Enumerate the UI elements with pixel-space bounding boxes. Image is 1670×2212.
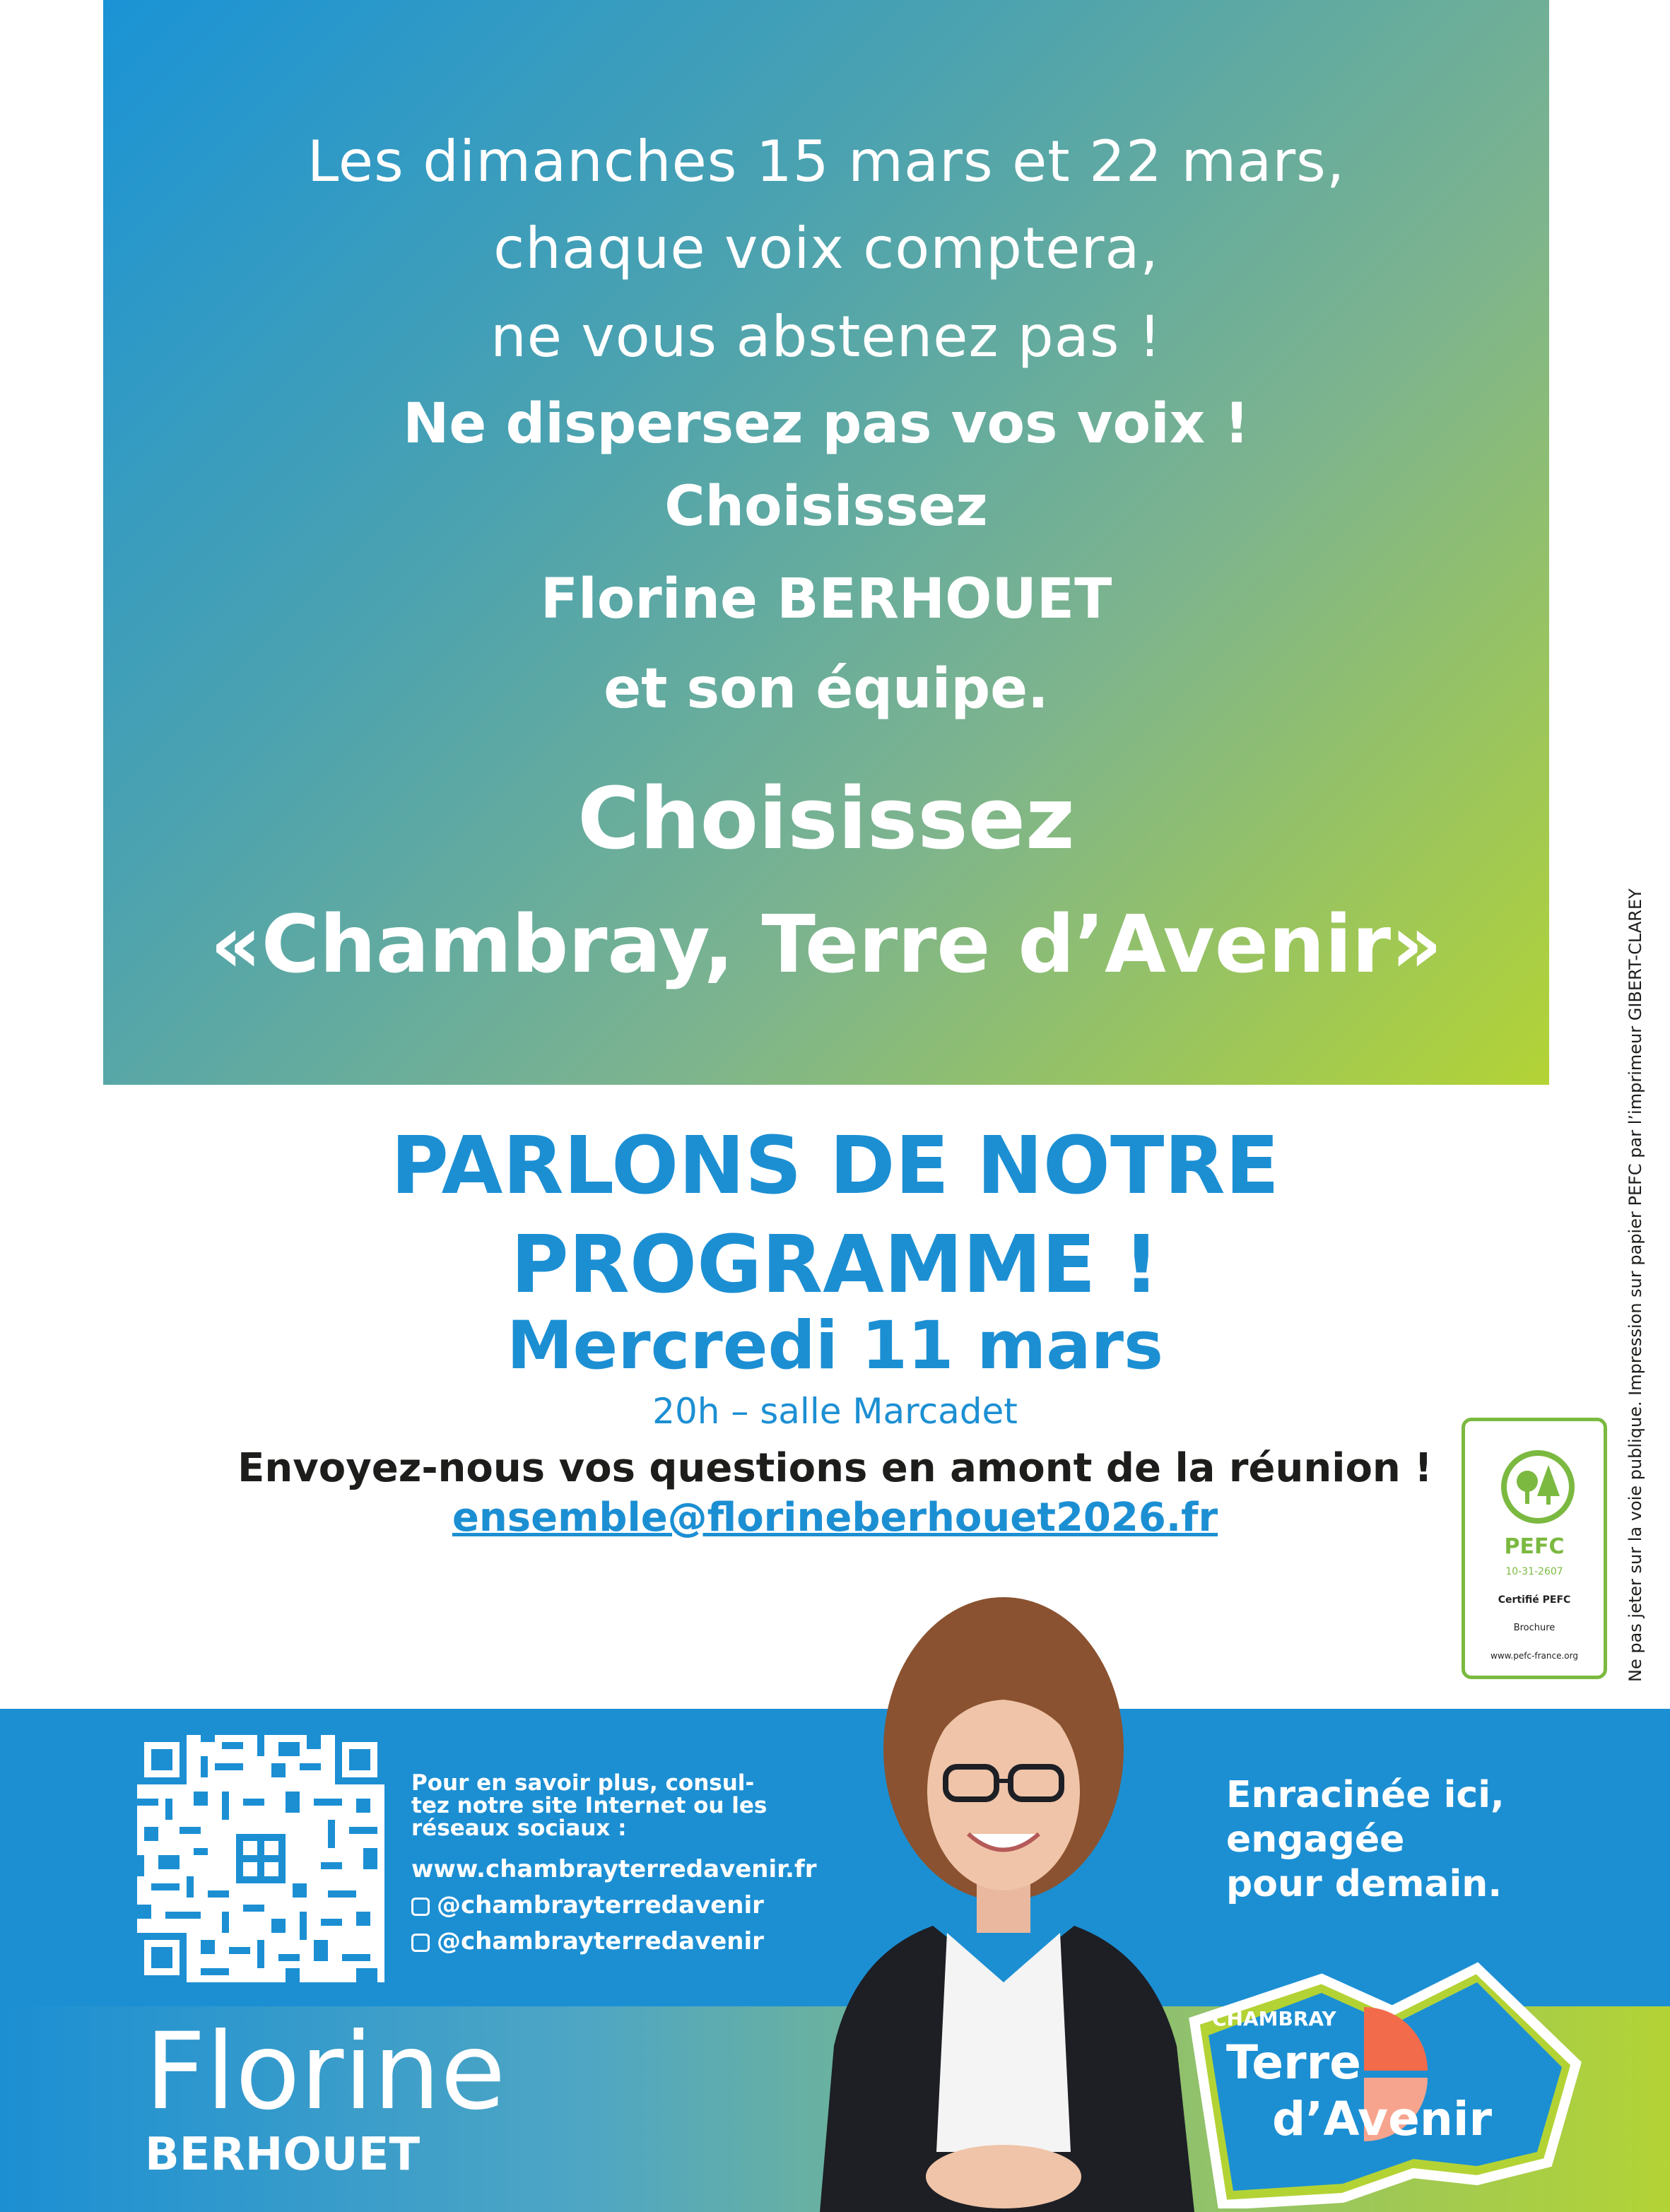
pefc-tree-icon <box>1500 1449 1575 1524</box>
info-line3: réseaux sociaux : <box>411 1816 627 1841</box>
hero-line-abstain: ne vous abstenez pas ! <box>490 304 1162 370</box>
hero-line-vote: chaque voix comptera, <box>493 216 1159 281</box>
pefc-certified: Certifié PEFC <box>1498 1594 1571 1606</box>
facebook-handle: @chambrayterredavenir <box>437 1891 764 1919</box>
website-link[interactable]: www.chambrayterredavenir.fr <box>411 1855 817 1883</box>
facebook-link[interactable] <box>411 1891 764 1919</box>
meeting-date: Mercredi 11 mars <box>507 1307 1163 1384</box>
instagram-link[interactable] <box>411 1927 764 1955</box>
logo-terre: Terre <box>1226 2035 1361 2090</box>
info-line1: Pour en savoir plus, consul- <box>411 1770 755 1796</box>
side-note: Ne pas jeter sur la voie publique. Impression sur papier PEFC par l’imprimeur GIBERT-CLAREY <box>1625 888 1645 1682</box>
slogan-line1: Enracinée ici, <box>1226 1774 1505 1816</box>
hero-line-team: et son équipe. <box>604 657 1049 721</box>
pefc-type: Brochure <box>1513 1623 1556 1633</box>
pefc-name: PEFC <box>1504 1534 1565 1559</box>
hero-line-list-name: «Chambray, Terre d’Avenir» <box>210 899 1442 991</box>
candidate-portrait <box>792 1587 1216 2212</box>
pefc-code: 10-31-2607 <box>1505 1566 1563 1577</box>
hero-line-candidate: Florine BERHOUET <box>540 567 1112 631</box>
candidate-last-name: BERHOUET <box>145 2129 421 2181</box>
hero-line-disperse: Ne dispersez pas vos voix ! <box>403 392 1249 456</box>
slogan-line3: pour demain. <box>1226 1863 1503 1905</box>
logo-avenir: d’Avenir <box>1272 2092 1492 2146</box>
instagram-icon <box>411 1934 430 1952</box>
meeting-title-line1: PARLONS DE NOTRE <box>390 1120 1280 1212</box>
hero-line-dates: Les dimanches 15 mars et 22 mars, <box>307 129 1346 194</box>
hero-line-choose-big: Choisissez <box>577 770 1075 869</box>
hero-line-choose: Choisissez <box>664 475 988 539</box>
meeting-title-line2: PROGRAMME ! <box>510 1219 1160 1311</box>
facebook-icon <box>411 1898 430 1916</box>
meeting-ask: Envoyez-nous vos questions en amont de la réunion ! <box>237 1445 1433 1491</box>
instagram-handle: @chambrayterredavenir <box>437 1927 764 1955</box>
candidate-first-name: Florine <box>145 2011 506 2134</box>
info-line2: tez notre site Internet ou les <box>411 1793 768 1818</box>
slogan-line2: engagée <box>1226 1818 1405 1861</box>
email-link[interactable]: ensemble@florineberhouet2026.fr <box>452 1495 1218 1541</box>
pefc-url: www.pefc-france.org <box>1490 1651 1578 1661</box>
pefc-badge <box>1462 1418 1607 1679</box>
meeting-time-place: 20h – salle Marcadet <box>652 1391 1018 1432</box>
logo-chambray: CHAMBRAY <box>1212 2007 1336 2030</box>
qr-code[interactable] <box>137 1735 384 1982</box>
hero-panel <box>103 0 1549 1085</box>
